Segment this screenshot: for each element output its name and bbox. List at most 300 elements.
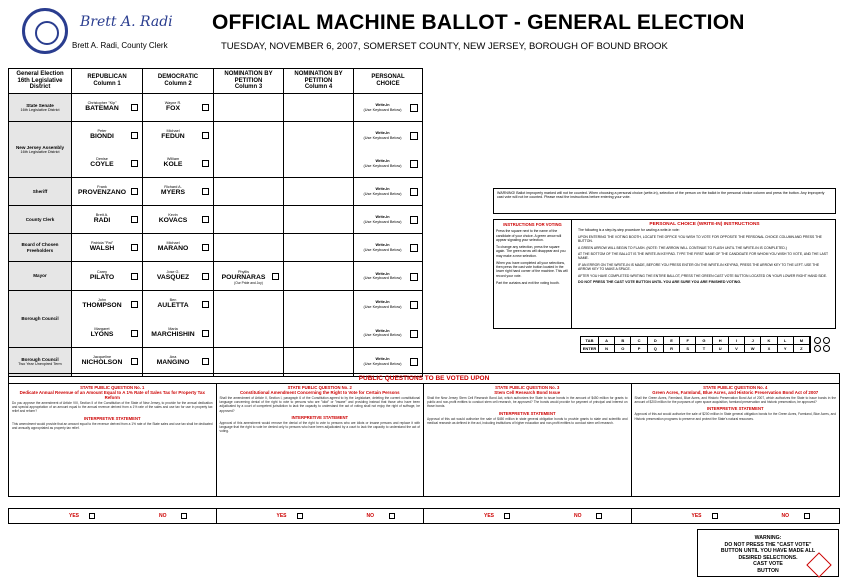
candidate-cell <box>214 178 284 205</box>
candidate-first-name: Peter <box>97 129 107 133</box>
warning-line-3: BUTTON UNTIL YOU HAVE MADE ALL <box>720 548 816 554</box>
voting-instructions <box>494 220 572 328</box>
question-title: Stem Cell Research Bond Issue <box>494 390 561 395</box>
warning-line-4: DESIRED SELECTIONS. <box>738 554 798 561</box>
office-subtitle: Two Year Unexpired Term <box>18 362 62 367</box>
vote-box-2A[interactable] <box>202 104 209 111</box>
keypad-key-r[interactable]: R <box>664 345 680 353</box>
write-in-sub: (Use Keyboard Below) <box>363 361 402 366</box>
candidate-cell <box>143 234 214 261</box>
personal-choice-cell <box>354 234 422 261</box>
warning-line-1: WARNING: <box>754 535 782 541</box>
candidate-last-name: BATEMAN <box>85 105 119 112</box>
candidate-first-name: Patricia "Pat" <box>90 241 114 245</box>
write-in-title: Write-In <box>375 187 390 191</box>
column-header-2 <box>143 69 214 93</box>
office-name <box>9 206 72 233</box>
keypad-key-s[interactable]: S <box>680 345 696 353</box>
candidate-last-name: VASQUEZ <box>156 273 190 281</box>
keypad-key-m[interactable]: M <box>794 337 810 345</box>
office-title: New Jersey Assembly <box>15 144 65 150</box>
personal-choice-line: UPON ENTERING THE VOTING BOOTH, LOCATE THE OFFICE YOU WISH TO VOTE FOR OPPOSITE THE PERSONAL CHOICE COLUMN AND PRESS THE BUTTON. <box>578 234 822 244</box>
interpretive-heading: INTERPRETIVE STATEMENT <box>498 410 556 416</box>
vote-box-2I[interactable] <box>202 330 209 337</box>
office-name <box>9 94 72 121</box>
write-in-box[interactable] <box>410 188 418 196</box>
write-in-sub: (Use Keyboard Below) <box>363 163 402 168</box>
column-header-1 <box>72 69 143 93</box>
vote-box-2G[interactable] <box>202 273 209 280</box>
office-name <box>9 348 72 376</box>
candidate-cell <box>143 206 214 233</box>
keypad-key-c[interactable]: C <box>631 337 647 345</box>
ballot-title: OFFICIAL MACHINE BALLOT - GENERAL ELECTION <box>212 11 745 34</box>
candidate-cell <box>284 122 354 177</box>
keypad-circle-3[interactable] <box>814 345 821 352</box>
keypad-key-e[interactable]: E <box>664 337 680 345</box>
candidate-cell <box>284 291 354 347</box>
write-in-box[interactable] <box>410 330 418 338</box>
vote-box-2B[interactable] <box>202 132 209 139</box>
personal-choice-cell <box>354 262 422 290</box>
instructions-panel <box>493 219 836 329</box>
candidate-last-name: LYONS <box>90 330 114 338</box>
yes-label: YES <box>69 513 80 519</box>
personal-choice-cell <box>354 122 422 177</box>
write-in-sub: (Use Keyboard Below) <box>363 107 402 112</box>
write-in-box[interactable] <box>410 358 418 366</box>
no-box[interactable] <box>804 513 810 519</box>
office-name <box>9 291 72 347</box>
office-subtitle: 16th Legislative District <box>20 107 60 112</box>
candidate-first-name: Richard A. <box>164 185 182 189</box>
column-header-line1: REPUBLICAN <box>87 74 127 81</box>
yes-box[interactable] <box>504 513 510 519</box>
candidate-first-name: Brett A. <box>95 213 109 217</box>
keypad-circle-1[interactable] <box>814 337 821 344</box>
keypad-circle-4[interactable] <box>823 345 830 352</box>
candidate-first-name: Jose G. <box>166 269 180 274</box>
write-in-sub: (Use Keyboard Below) <box>363 191 402 196</box>
candidate-first-name: Margaret <box>94 326 110 331</box>
office-subtitle: 16th Legislative District <box>20 149 60 154</box>
keypad-key-a[interactable]: A <box>599 337 615 345</box>
personal-choice-line: AFTER YOU HAVE COMPLETED WRITING THE ENTIRE BALLOT, PRESS THE GREEN CAST VOTE BUTTON LOCATED ON YOUR LOWER RIGHT HAND SIDE. <box>578 273 828 278</box>
keypad-key-v[interactable]: V <box>729 345 745 353</box>
candidate-last-name: MYERS <box>160 189 186 196</box>
write-in-label <box>360 300 405 309</box>
write-in-label <box>360 187 405 196</box>
yes-no-row <box>8 508 840 524</box>
keypad-key-o[interactable]: O <box>615 345 631 353</box>
candidate-last-name: THOMPSON <box>82 302 122 310</box>
candidate-first-name: Ben <box>169 298 177 303</box>
vote-box-1B[interactable] <box>131 132 138 139</box>
column-header-line2: Column 3 <box>234 84 263 91</box>
keypad-key-x[interactable]: X <box>761 345 777 353</box>
vote-box-2H[interactable] <box>202 301 209 308</box>
column-header-line1: NOMINATION BY PETITION <box>294 71 343 84</box>
question-title: Green Acres, Farmland, Blue Acres, and Historic Preservation Bond Act of 2007 <box>652 390 819 395</box>
no-label: NO <box>574 513 582 519</box>
public-questions-header: PUBLIC QUESTIONS TO BE VOTED UPON <box>9 374 839 384</box>
yes-box[interactable] <box>89 513 95 519</box>
voting-step: Part the curtains and exit the voting booth. <box>496 280 560 285</box>
question-text: Shall the amendment of Article II, Section I, paragraph 6 of the Constitution agreed to by the Legislature, deleting the current constitutional language concerning denial of the right to vote to persons who are "idiot" or "insane" and providing instead that those who have been adjudicated by a court of competent jurisdiction to lack the capacity to understand the act of voting shall not enjoy the right of suffrage, be approved? <box>219 396 420 413</box>
office-title: State Senate <box>26 102 54 108</box>
write-in-title: Write-In <box>375 271 390 276</box>
write-in-sub: (Use Keyboard Below) <box>363 304 402 309</box>
warning-line-2: DO NOT PRESS THE "CAST VOTE" <box>724 541 812 548</box>
write-in-box[interactable] <box>410 132 418 140</box>
candidate-party: (Our Pride and Joy) <box>234 280 263 285</box>
column-header-line2: 16th Legislative District <box>17 77 63 91</box>
personal-choice-instructions <box>574 220 835 328</box>
interpretive-heading: INTERPRETIVE STATEMENT <box>706 406 764 412</box>
candidate-cell <box>72 262 143 290</box>
write-in-title: Write-In <box>375 131 390 135</box>
county-seal <box>22 8 68 54</box>
question-number: STATE PUBLIC QUESTION No. 4 <box>703 385 768 390</box>
contest-row <box>9 348 422 376</box>
candidate-last-name: MARCHISHIN <box>151 330 195 338</box>
ballot-subtitle: TUESDAY, NOVEMBER 6, 2007, SOMERSET COUNTY, NEW JERSEY, BOROUGH OF BOUND BROOK <box>221 41 668 52</box>
candidate-last-name: KOLE <box>163 161 183 168</box>
yes-label: YES <box>484 513 495 519</box>
vote-box-2J[interactable] <box>202 358 209 365</box>
public-question-2 <box>217 384 425 496</box>
keypad-key-n[interactable]: N <box>599 345 615 353</box>
no-box[interactable] <box>596 513 602 519</box>
write-in-label <box>360 131 405 140</box>
contest-row <box>9 122 422 178</box>
office-title: Board of Chosen Freeholders <box>21 242 59 253</box>
warning-line-6: BUTTON <box>757 567 779 574</box>
vote-box-1E[interactable] <box>131 216 138 223</box>
contest-row <box>9 291 422 348</box>
office-title: Borough Council <box>21 316 59 322</box>
vote-box-2D[interactable] <box>202 188 209 195</box>
candidate-cell <box>72 122 143 177</box>
write-in-label <box>360 329 405 338</box>
write-in-box[interactable] <box>410 244 418 252</box>
write-in-title: Write-In <box>375 243 390 247</box>
question-1-vote <box>9 509 217 523</box>
candidate-first-name: William <box>166 157 180 161</box>
clerk-signature: Brett A. Radi <box>80 14 173 30</box>
candidate-last-name: PROVENZANO <box>78 189 126 196</box>
candidate-last-name: BIONDI <box>90 133 114 140</box>
column-header-3 <box>214 69 284 93</box>
candidate-last-name: NICHOLSON <box>81 359 123 366</box>
question-4-vote <box>632 509 840 523</box>
candidate-cell <box>284 94 354 121</box>
candidate-last-name: KOVACS <box>158 217 188 224</box>
candidate-grid <box>8 68 423 377</box>
contest-row <box>9 234 422 262</box>
candidate-cell <box>214 291 284 347</box>
personal-choice-title: PERSONAL CHOICE (WRITE-IN) INSTRUCTIONS <box>649 222 760 227</box>
vote-box-2F[interactable] <box>202 244 209 251</box>
keypad-key-l[interactable]: L <box>778 337 794 345</box>
vote-box-2C[interactable] <box>202 160 209 167</box>
vote-box-1G[interactable] <box>131 273 138 280</box>
voting-steps <box>496 229 569 285</box>
write-in-keypad <box>580 336 811 353</box>
contest-row <box>9 206 422 234</box>
voting-step: To change any selection, press the square again. The green arrow will disappear and you may make a new selection. <box>496 245 566 258</box>
ballot-warning-top: WARNING! Ballot improperly marked will not be counted. When choosing a personal choice (write-in), selection of the person on the ballot in the personal choice column and press the button. Any improperly cast vote will not be counted. Please read the instructions before entering your vote. <box>493 188 836 214</box>
write-in-sub: (Use Keyboard Below) <box>363 219 402 224</box>
candidate-first-name: Kevin <box>168 213 178 217</box>
candidate-first-name: Phyllis <box>238 269 249 274</box>
vote-box-1H[interactable] <box>131 301 138 308</box>
personal-choice-line: IF AN ERROR ON THE WRITE-IN IS MADE, BEFORE YOU PRESS ENTER ON THE WRITE-IN KEYPAD, PRESS THE ARROW KEY TO THE LEFT. USE THE ARROW KEY TO MAKE A SPACE. <box>578 262 820 272</box>
vote-box-1J[interactable] <box>131 358 138 365</box>
public-question-1 <box>9 384 217 496</box>
keypad-key-b[interactable]: B <box>615 337 631 345</box>
interpretive-text: Approval of this act would authorize the sale of $200 million in State general obligation bonds for the Green Acres, Farmland, Blue Acres, and Historic preservation programs to preserve and protect the State's natural resources. <box>634 412 836 421</box>
yes-box[interactable] <box>297 513 303 519</box>
candidate-first-name: Christopher "Kip" <box>87 101 117 105</box>
vote-box-1F[interactable] <box>131 244 138 251</box>
question-text: Shall the New Jersey Stem Cell Research Bond Act, which authorizes the State to issue bonds in the amount of $450 million for grants to public and non-profit entities to conduct stem cell research, be approved? The bonds would provide for payment of principal and interest on those bonds. <box>427 396 628 409</box>
yes-box[interactable] <box>712 513 718 519</box>
keypad-key-g[interactable]: G <box>696 337 712 345</box>
yes-label: YES <box>691 513 702 519</box>
column-header-4 <box>284 69 354 93</box>
voting-instructions-title: INSTRUCTIONS FOR VOTING <box>503 222 562 227</box>
candidate-last-name: AULETTA <box>157 302 189 310</box>
candidate-cell <box>143 291 214 347</box>
candidate-first-name: Michael <box>166 129 180 133</box>
write-in-box[interactable] <box>410 301 418 309</box>
vote-box-2E[interactable] <box>202 216 209 223</box>
write-in-title: Write-In <box>375 103 390 107</box>
column-header-line1: General Election <box>16 71 64 78</box>
voting-step: Press the square next to the name of the candidate of your choice. A green arrow will appear signaling your selection. <box>496 229 562 242</box>
column-header-line2: Column 4 <box>304 84 333 91</box>
write-in-title: Write-In <box>375 215 390 219</box>
candidate-first-name: John <box>97 298 107 303</box>
candidate-cell <box>143 94 214 121</box>
keypad-key-h[interactable]: H <box>713 337 729 345</box>
candidate-first-name: Ana <box>169 355 177 359</box>
question-title: Constitutional Amendment Concerning the Right to Vote for Certain Persons <box>239 390 400 395</box>
office-title: Borough Council <box>21 357 59 363</box>
candidate-last-name: FEDUN <box>161 133 185 140</box>
vote-box-1A[interactable] <box>131 104 138 111</box>
candidate-cell <box>284 234 354 261</box>
candidate-cell <box>143 122 214 177</box>
write-in-box[interactable] <box>410 104 418 112</box>
personal-choice-line: The following is a step-by-step procedure for casting a write-in vote: <box>578 228 680 233</box>
no-label: NO <box>781 513 789 519</box>
keypad-circle-2[interactable] <box>823 337 830 344</box>
personal-choice-cell <box>354 94 422 121</box>
column-header-line1: PERSONAL <box>371 74 405 81</box>
write-in-title: Write-In <box>375 357 390 361</box>
office-name <box>9 262 72 290</box>
candidate-cell <box>284 206 354 233</box>
candidate-cell <box>72 291 143 347</box>
personal-choice-final: DO NOT PRESS THE CAST VOTE BUTTON UNTIL YOU ARE SURE YOU ARE FINISHED VOTING. <box>578 280 742 285</box>
keypad-label-enter: ENTER <box>581 345 599 353</box>
column-header-line2: Column 1 <box>93 81 121 87</box>
candidate-cell <box>284 178 354 205</box>
office-name <box>9 234 72 261</box>
candidate-cell <box>143 262 214 290</box>
candidate-last-name: FOX <box>166 105 180 112</box>
public-question-3 <box>424 384 632 496</box>
write-in-box[interactable] <box>410 160 418 168</box>
write-in-sub: (Use Keyboard Below) <box>363 276 402 281</box>
write-in-label <box>360 215 405 224</box>
yes-label: YES <box>276 513 287 519</box>
column-header-line1: NOMINATION BY PETITION <box>224 71 273 84</box>
question-text: Shall the Green Acres, Farmland, Blue Acres, and Historic Preservation Bond Act of 2007, which authorizes the State to issue bonds in the amount of $200 million for the purposes of open space acquisition, farmland preservation and historic preservation, be approved? <box>634 396 836 405</box>
personal-choice-cell <box>354 178 422 205</box>
candidate-first-name: Denise <box>96 157 108 161</box>
write-in-box[interactable] <box>410 216 418 224</box>
no-label: NO <box>366 513 374 519</box>
write-in-title: Write-In <box>375 159 390 163</box>
candidate-cell <box>284 262 354 290</box>
candidate-last-name: PILATO <box>89 273 115 281</box>
keypad-key-p[interactable]: P <box>631 345 647 353</box>
candidate-cell <box>214 206 284 233</box>
keypad-key-u[interactable]: U <box>713 345 729 353</box>
contest-row <box>9 94 422 122</box>
candidate-first-name: Michael <box>166 241 180 245</box>
keypad-key-k[interactable]: K <box>761 337 777 345</box>
no-label: NO <box>159 513 167 519</box>
candidate-cell <box>72 348 143 376</box>
keypad-key-y[interactable]: Y <box>778 345 794 353</box>
keypad-key-j[interactable]: J <box>745 337 761 345</box>
candidate-last-name: COYLE <box>90 161 114 168</box>
contest-row <box>9 262 422 291</box>
grid-header <box>9 69 422 94</box>
vote-box-1I[interactable] <box>131 330 138 337</box>
personal-choice-line: A GREEN ARROW WILL BEGIN TO FLASH. (NOTE: THE ARROW WILL CONTINUE TO FLASH UNTIL THE WRITE-IN IS COMPLETED.) <box>578 245 787 250</box>
write-in-title: Write-In <box>375 300 390 305</box>
write-in-sub: (Use Keyboard Below) <box>363 333 402 338</box>
candidate-cell <box>214 234 284 261</box>
candidate-cell <box>214 122 284 177</box>
public-questions <box>8 373 840 497</box>
candidate-first-name: Frank <box>97 185 107 189</box>
column-header-line2: CHOICE <box>376 81 400 87</box>
column-header-5 <box>354 69 422 93</box>
write-in-label <box>360 272 405 281</box>
write-in-label <box>360 159 405 168</box>
candidate-last-name: POURNARAS <box>221 273 266 281</box>
write-in-label <box>360 103 405 112</box>
interpretive-text: Approval of this act would authorize the sale of $450 million in state general obligation bonds to provide grants to state and scientific and medical research as defined in the act, including institutions of higher education and non-profit entities to conduct stem cell research. <box>427 416 628 425</box>
candidate-first-name: Carey <box>96 269 108 274</box>
office-name <box>9 178 72 205</box>
personal-choice-cell <box>354 348 422 376</box>
write-in-label <box>360 243 405 252</box>
interpretive-text: Approval of this amendment would remove the denial of the right to vote to persons who are idiots or insane persons and replace it with language that the right to vote be denied only to persons who have been adjudicated by a court to lack the capacity to understand the act of voting. <box>219 420 420 433</box>
vote-box-1D[interactable] <box>131 188 138 195</box>
question-number: STATE PUBLIC QUESTION No. 1 <box>80 385 145 390</box>
candidate-cell <box>72 178 143 205</box>
candidate-cell <box>143 178 214 205</box>
candidate-last-name: WALSH <box>89 245 115 252</box>
question-number: STATE PUBLIC QUESTION No. 3 <box>495 385 560 390</box>
candidate-cell <box>72 94 143 121</box>
vote-box-1C[interactable] <box>131 160 138 167</box>
question-title: Dedicate Annual Revenue of an Amount Equal to A 1% Rate of Sales Tax for Property Tax Reform <box>19 390 205 401</box>
clerk-name: Brett A. Radi, County Clerk <box>72 41 168 50</box>
keypad-key-d[interactable]: D <box>648 337 664 345</box>
write-in-sub: (Use Keyboard Below) <box>363 135 402 140</box>
candidate-last-name: RADI <box>93 217 111 224</box>
keypad-key-q[interactable]: Q <box>648 345 664 353</box>
interpretive-text: This amendment would provide that an amount equal to the revenue derived from a 1% rate of the State sales and use tax shall be dedicated and annually appropriated as property tax relief. <box>12 421 213 430</box>
office-title: County Clerk <box>25 216 55 222</box>
candidate-cell <box>214 348 284 376</box>
question-number: STATE PUBLIC QUESTION No. 2 <box>287 385 352 390</box>
write-in-title: Write-In <box>375 328 390 333</box>
candidate-cell <box>214 94 284 121</box>
office-title: Sheriff <box>32 188 48 194</box>
candidate-last-name: MARANO <box>157 245 189 252</box>
no-box[interactable] <box>181 513 187 519</box>
candidate-cell <box>284 348 354 376</box>
keypad-key-i[interactable]: I <box>729 337 745 345</box>
write-in-sub: (Use Keyboard Below) <box>363 247 402 252</box>
candidate-cell <box>72 234 143 261</box>
write-in-box[interactable] <box>410 273 418 281</box>
keypad-key-z[interactable]: Z <box>794 345 810 353</box>
interpretive-heading: INTERPRETIVE STATEMENT <box>291 414 349 420</box>
question-3-vote <box>424 509 632 523</box>
keypad-key-t[interactable]: T <box>696 345 712 353</box>
write-in-label <box>360 357 405 366</box>
candidate-first-name: Wayne R. <box>164 101 182 105</box>
question-text: Do you approve the amendment of Article VIII, Section II of the Constitution of the State of New Jersey, to provide for the annual dedication and special appropriation of an amount equal to the annual revenue derived from a 1% rate of the sales and use tax for use in property tax relief and reform? <box>12 401 213 414</box>
personal-choice-cell <box>354 291 422 347</box>
voting-step: When you have completed all your selections, then press the cast vote button located in the lower right hand corner of the machine. This will record your vote. <box>496 260 568 278</box>
personal-choice-line: AT THE BOTTOM OF THE BALLOT IS THE WRITE-IN KEYPAD. TYPE THE FIRST NAME OF THE CANDIDATE FOR WHOM YOU WISH TO VOTE, AND THE LAST NAME. <box>578 251 828 261</box>
public-question-4 <box>632 384 840 496</box>
interpretive-heading: INTERPRETIVE STATEMENT <box>83 415 141 421</box>
keypad-key-f[interactable]: F <box>680 337 696 345</box>
contest-row <box>9 178 422 206</box>
question-2-vote <box>217 509 425 523</box>
candidate-cell <box>143 348 214 376</box>
column-header-line2: Column 2 <box>164 81 192 87</box>
candidate-first-name: Maria <box>168 326 178 331</box>
candidate-last-name: MANGINO <box>156 359 190 366</box>
column-header-line1: DEMOCRATIC <box>157 74 199 81</box>
office-title: Mayor <box>33 273 47 279</box>
office-name <box>9 122 72 177</box>
candidate-cell <box>214 262 284 290</box>
warning-line-5: CAST VOTE <box>753 561 783 567</box>
personal-choice-lines <box>578 228 831 278</box>
personal-choice-cell <box>354 206 422 233</box>
keypad-label-tab: TAB <box>581 337 599 345</box>
vote-box-3G[interactable] <box>272 273 279 280</box>
candidate-first-name: Jacqueline <box>92 355 112 359</box>
keypad-key-w[interactable]: W <box>745 345 761 353</box>
no-box[interactable] <box>389 513 395 519</box>
candidate-cell <box>72 206 143 233</box>
